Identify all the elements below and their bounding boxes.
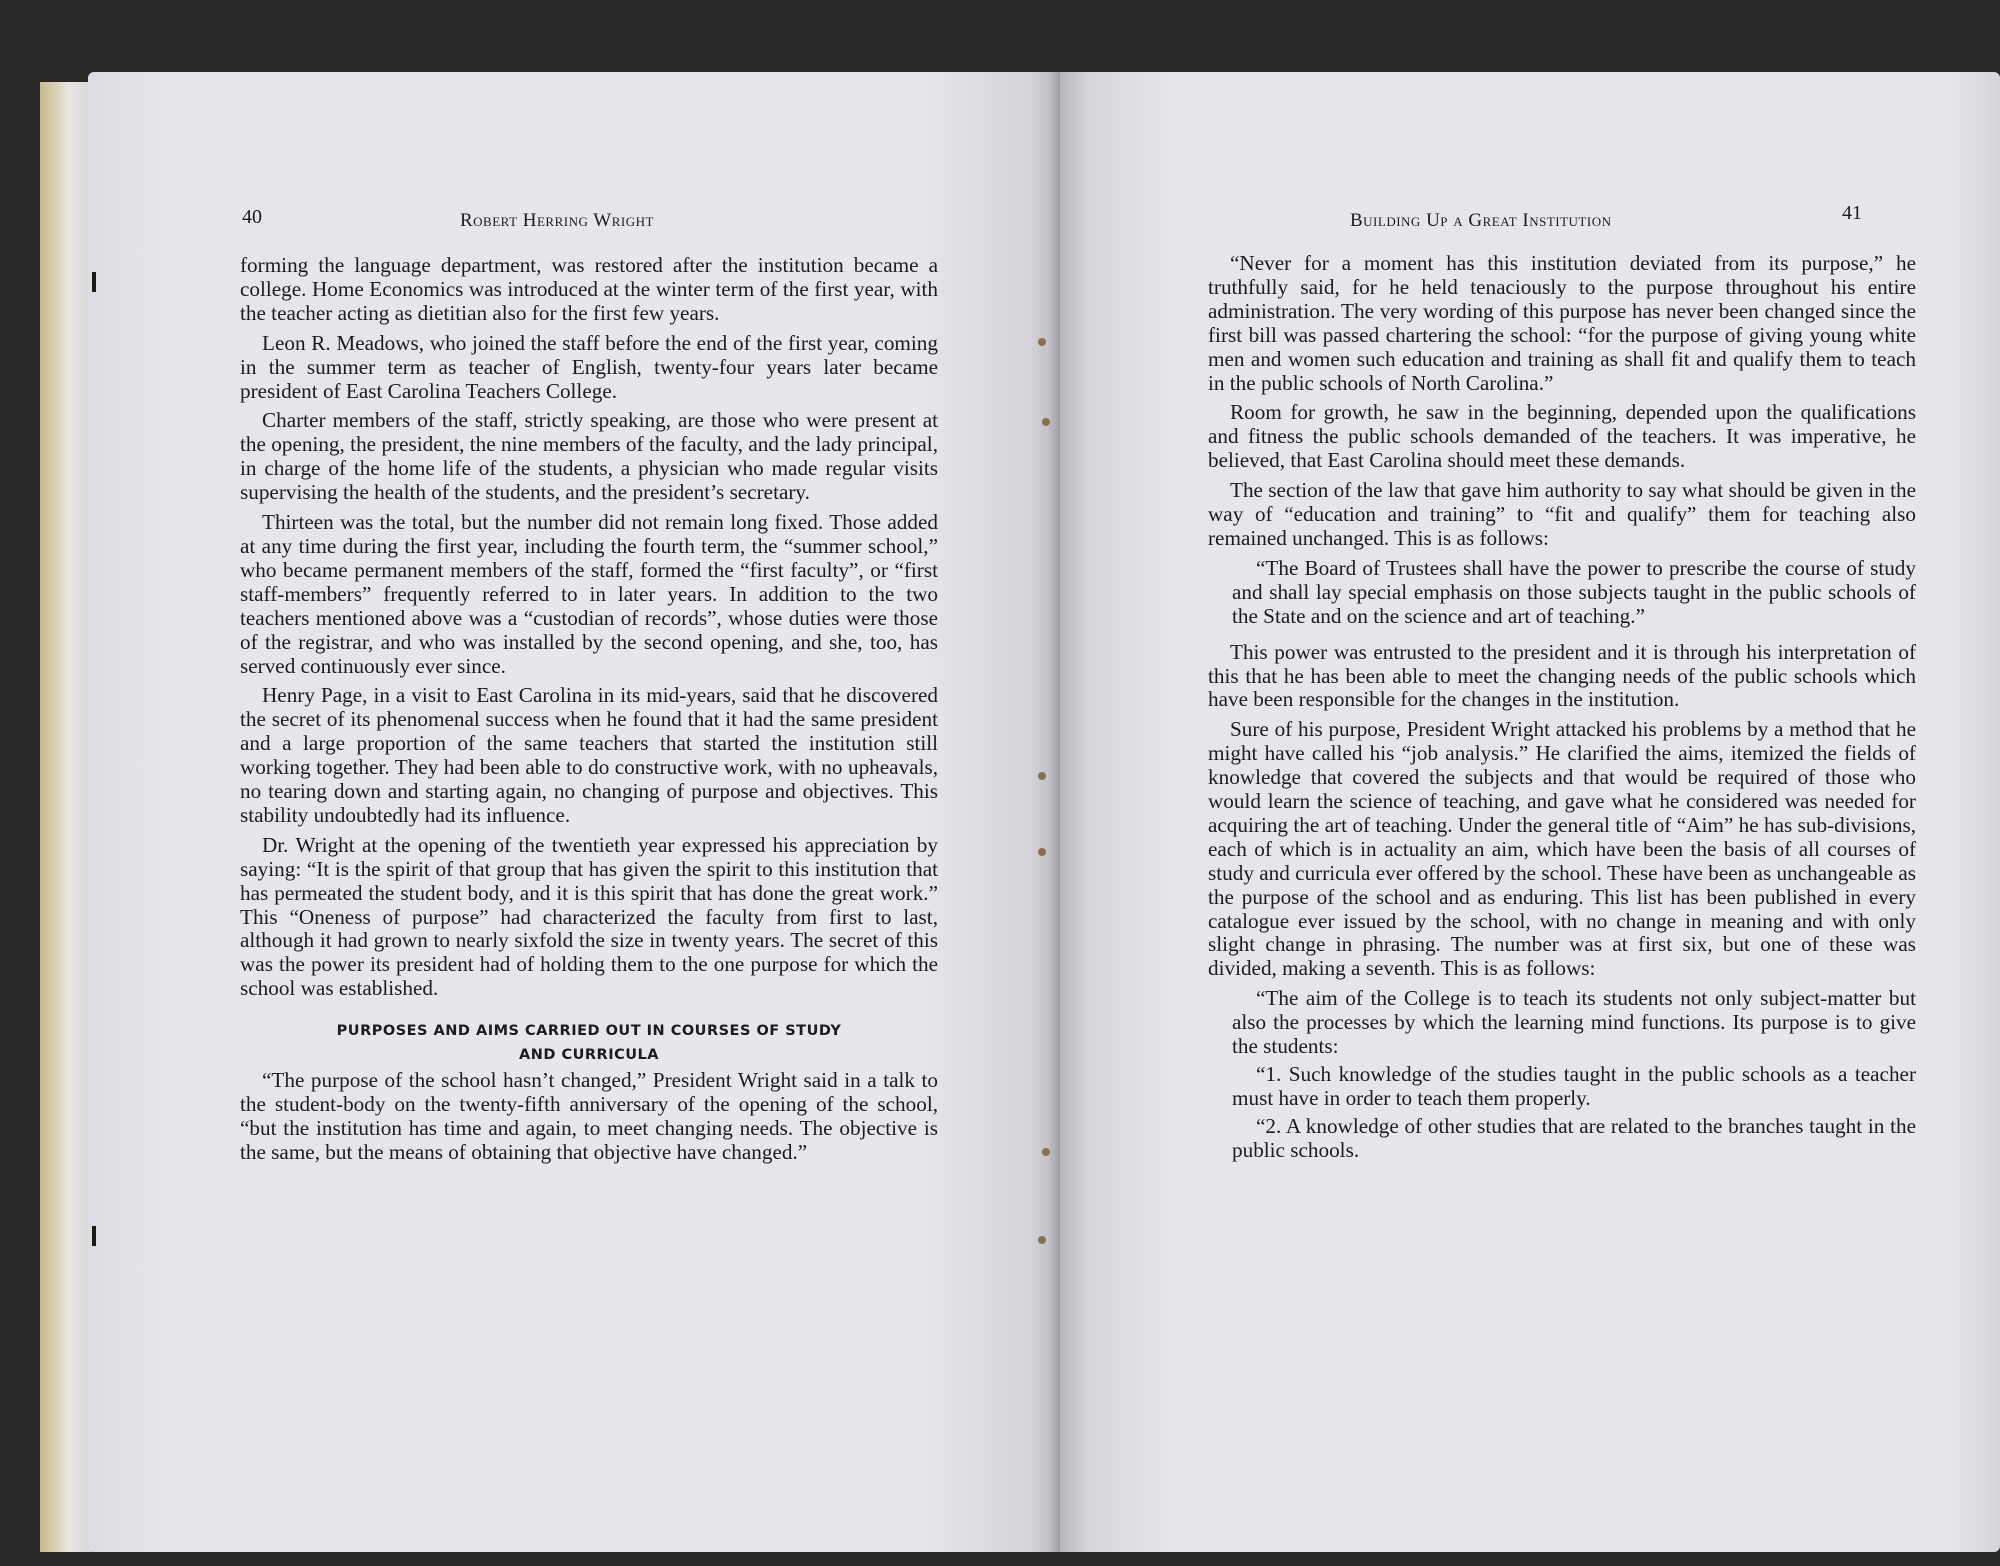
paragraph: Henry Page, in a visit to East Carolina in its mid-years, said that he discovered the secret of its phenomenal success when he found that it had the same president and a large proportion of the same teachers that started the institution still working together. They had been able to do constructive work, with no upheavals, no tearing down and starting again, no changing of purpose and objectives. This stability undoubtedly had its influence. [240, 683, 938, 827]
running-head: Robert Herring Wright [460, 210, 654, 231]
left-text-block [240, 254, 938, 1171]
edge-mark [92, 1226, 96, 1246]
running-head: Building Up a Great Institution [1350, 210, 1612, 231]
right-page [1060, 72, 2000, 1552]
paragraph: forming the language department, was restored after the institution became a college. Home Economics was introduced at the winter term of the first year, with the teacher acting as dietitian also for the first few years. [240, 253, 938, 325]
binding-hole [1042, 1148, 1050, 1156]
section-heading-line-2: AND CURRICULA [519, 1047, 659, 1064]
paragraph: Leon R. Meadows, who joined the staff before the end of the first year, coming in the summer term as teacher of English, twenty-four years later became president of East Carolina Teachers College. [240, 330, 938, 403]
paragraph: “Never for a moment has this institution deviated from its purpose,” he truthfully said, for he held tenaciously to the purpose throughout his entire administration. The very wording of this purpose has never been changed since the first bill was passed chartering the school: “for the purpose of giving young white men and women such education and training as shall fit and qualify them to teach in the public schools of North Carolina.” [1208, 251, 1916, 395]
right-text-block [1208, 252, 1916, 1175]
section-heading [240, 1019, 938, 1067]
binding-hole [1042, 418, 1050, 426]
paragraph: Thirteen was the total, but the number did not remain long fixed. Those added at any time during the first year, including the fourth term, the “summer school,” who became permanent members of the staff, formed the “first faculty”, or “first staff-members” frequently referred to in later years. In addition to the two teachers mentioned above was a “custodian of records”, whose duties were those of the registrar, and who was installed by the second opening, and she, too, has served continuously ever since. [240, 510, 938, 678]
page-edges [40, 82, 92, 1552]
paragraph: Room for growth, he saw in the beginning, depended upon the qualifications and fitness the public schools demanded of the teachers. It was imperative, he believed, that East Carolina should meet these demands. [1208, 400, 1916, 473]
binding-hole [1038, 1236, 1046, 1244]
block-quote: “1. Such knowledge of the studies taught in the public schools as a teacher must have in order to teach them properly. [1232, 1062, 1916, 1110]
block-quote: “The aim of the College is to teach its students not only subject-matter but also the processes by which the learning mind functions. Its purpose is to give the students: [1232, 986, 1916, 1059]
section-heading-line-1: PURPOSES AND AIMS CARRIED OUT IN COURSES OF STUDY [336, 1023, 842, 1040]
paragraph: Sure of his purpose, President Wright attacked his problems by a method that he might have called his “job analysis.” He clarified the aims, itemized the fields of knowledge that covered the subjects and that would be required of those who would learn the science of teaching, and gave what he considered was needed for acquiring the art of teaching. Under the general title of “Aim” he has sub-divisions, each of which is in actuality an aim, which have been the basis of all courses of study and curricula ever offered by the school. These have been as unchangeable as the purpose of the school and as enduring. This list has been published in every catalogue ever issued by the school, with no change in meaning and with only slight change in phrasing. The number was at first six, but one of these was divided, making a seventh. This is as follows: [1208, 717, 1916, 981]
block-quote: “2. A knowledge of other studies that are related to the branches taught in the public schools. [1232, 1113, 1916, 1162]
edge-mark [92, 272, 96, 292]
paragraph: Dr. Wright at the opening of the twentieth year expressed his appreciation by saying: “It is the spirit of that group that has given the spirit to this institution that has permeated the student body, and it is this spirit that has done the great work.” This “Oneness of purpose” had characterized the faculty from first to last, although it had grown to nearly sixfold the size in twenty years. The secret of this was the power its president had of holding them to the one purpose for which the school was established. [240, 832, 938, 1001]
left-page [88, 72, 1058, 1552]
binding-hole [1038, 338, 1046, 346]
binding-hole [1038, 772, 1046, 780]
paragraph: Charter members of the staff, strictly speaking, are those who were present at the opening, the president, the nine members of the faculty, and the lady principal, in charge of the home life of the students, a physician who made regular visits supervising the health of the students, and the president’s secretary. [240, 408, 938, 505]
page-number: 40 [242, 206, 262, 228]
open-book [40, 72, 1960, 1552]
paragraph: “The purpose of the school hasn’t changed,” President Wright said in a talk to the student-body on the twenty-fifth anniversary of the opening of the school, “but the institution has time and again, to meet changing needs. The objective is the same, but the means of obtaining that objective have changed.” [240, 1068, 938, 1164]
binding-hole [1038, 848, 1046, 856]
paragraph: The section of the law that gave him authority to say what should be given in the way of “education and training” to “fit and qualify” them for teaching also remained unchanged. This is as follows: [1208, 478, 1916, 550]
paragraph: This power was entrusted to the president and it is through his interpretation of this that he has been able to meet the changing needs of the public schools which have been responsible for the changes in the institution. [1208, 639, 1916, 712]
block-quote: “The Board of Trustees shall have the power to prescribe the course of study and shall lay special emphasis on those subjects taught in the public schools of the State and on the science and art of teaching.” [1232, 555, 1916, 628]
page-number: 41 [1842, 202, 1862, 224]
